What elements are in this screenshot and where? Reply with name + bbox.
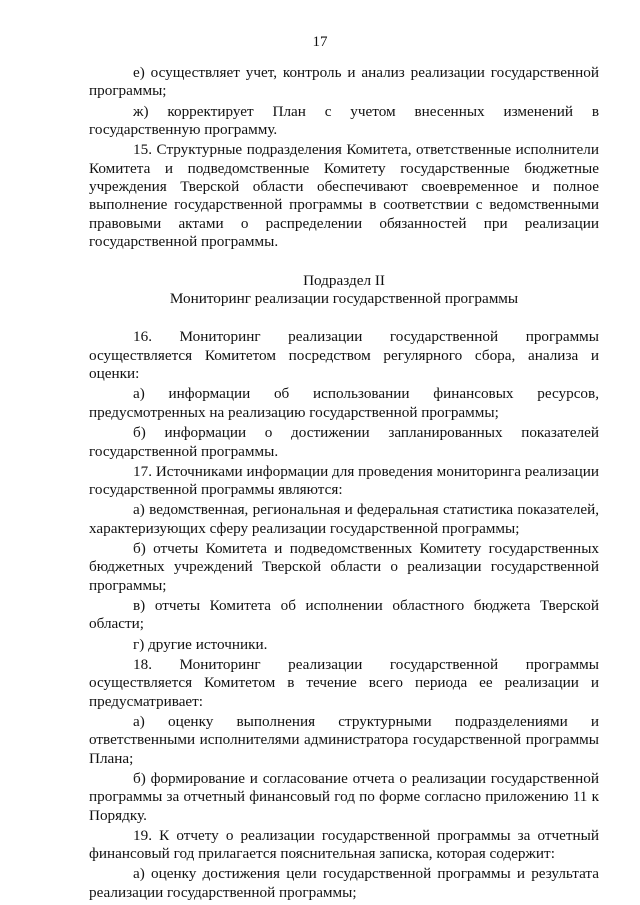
paragraph-16-a: а) информации об использовании финансовых ресурсов, предусмотренных на реализацию государственной программы; [89, 385, 599, 421]
paragraph-17-v: в) отчеты Комитета об исполнении областного бюджета Тверской области; [89, 596, 599, 633]
section-label: Подраздел II [303, 271, 385, 289]
document-body [89, 64, 599, 904]
paragraph-18-a: а) оценку выполнения структурными подразделениями и ответственными исполнителями администратора государственной программы Плана; [89, 712, 599, 767]
page-number: 17 [312, 34, 328, 50]
paragraph-15: 15. Структурные подразделения Комитета, ответственные исполнители Комитета и подведомственные Комитету государственные бюджетные учреждения Тверской области обеспечивают своевременное и полное выполнение государственной программы в соответствии с ведомственными правовыми актами о распределении обязанностей при реализации государственной программы. [89, 141, 599, 251]
paragraph-19: 19. К отчету о реализации государственной программы за отчетный финансовый год прилагается пояснительная записка, которая содержит: [89, 826, 599, 863]
paragraph-19-a: а) оценку достижения цели государственной программы и результата реализации государственной программы; [89, 865, 599, 901]
paragraph-zh: ж) корректирует План с учетом внесенных изменений в государственную программу. [89, 102, 599, 139]
paragraph-17: 17. Источниками информации для проведения мониторинга реализации государственной программы являются: [89, 462, 599, 499]
paragraph-17-b: б) отчеты Комитета и подведомственных Комитету государственных бюджетных учреждений Тверской области о реализации государственной программы; [89, 539, 599, 594]
paragraph-16: 16. Мониторинг реализации государственной программы осуществляется Комитетом посредством регулярного сбора, анализа и оценки: [89, 328, 599, 383]
paragraph-17-g: г) другие источники. [133, 635, 268, 653]
paragraph-18-b: б) формирование и согласование отчета о реализации государственной программы за отчетный финансовый год по форме согласно приложению 11 к Порядку. [89, 769, 599, 824]
section-title: Мониторинг реализации государственной программы [169, 290, 519, 308]
paragraph-18: 18. Мониторинг реализации государственной программы осуществляется Комитетом в течение всего периода ее реализации и предусматривает: [89, 655, 599, 710]
paragraph-16-b: б) информации о достижении запланированных показателей государственной программы. [89, 424, 599, 460]
paragraph-e: е) осуществляет учет, контроль и анализ реализации государственной программы; [89, 64, 599, 100]
paragraph-17-a: а) ведомственная, региональная и федеральная статистика показателей, характеризующих сферу реализации государственной программы; [89, 501, 599, 537]
